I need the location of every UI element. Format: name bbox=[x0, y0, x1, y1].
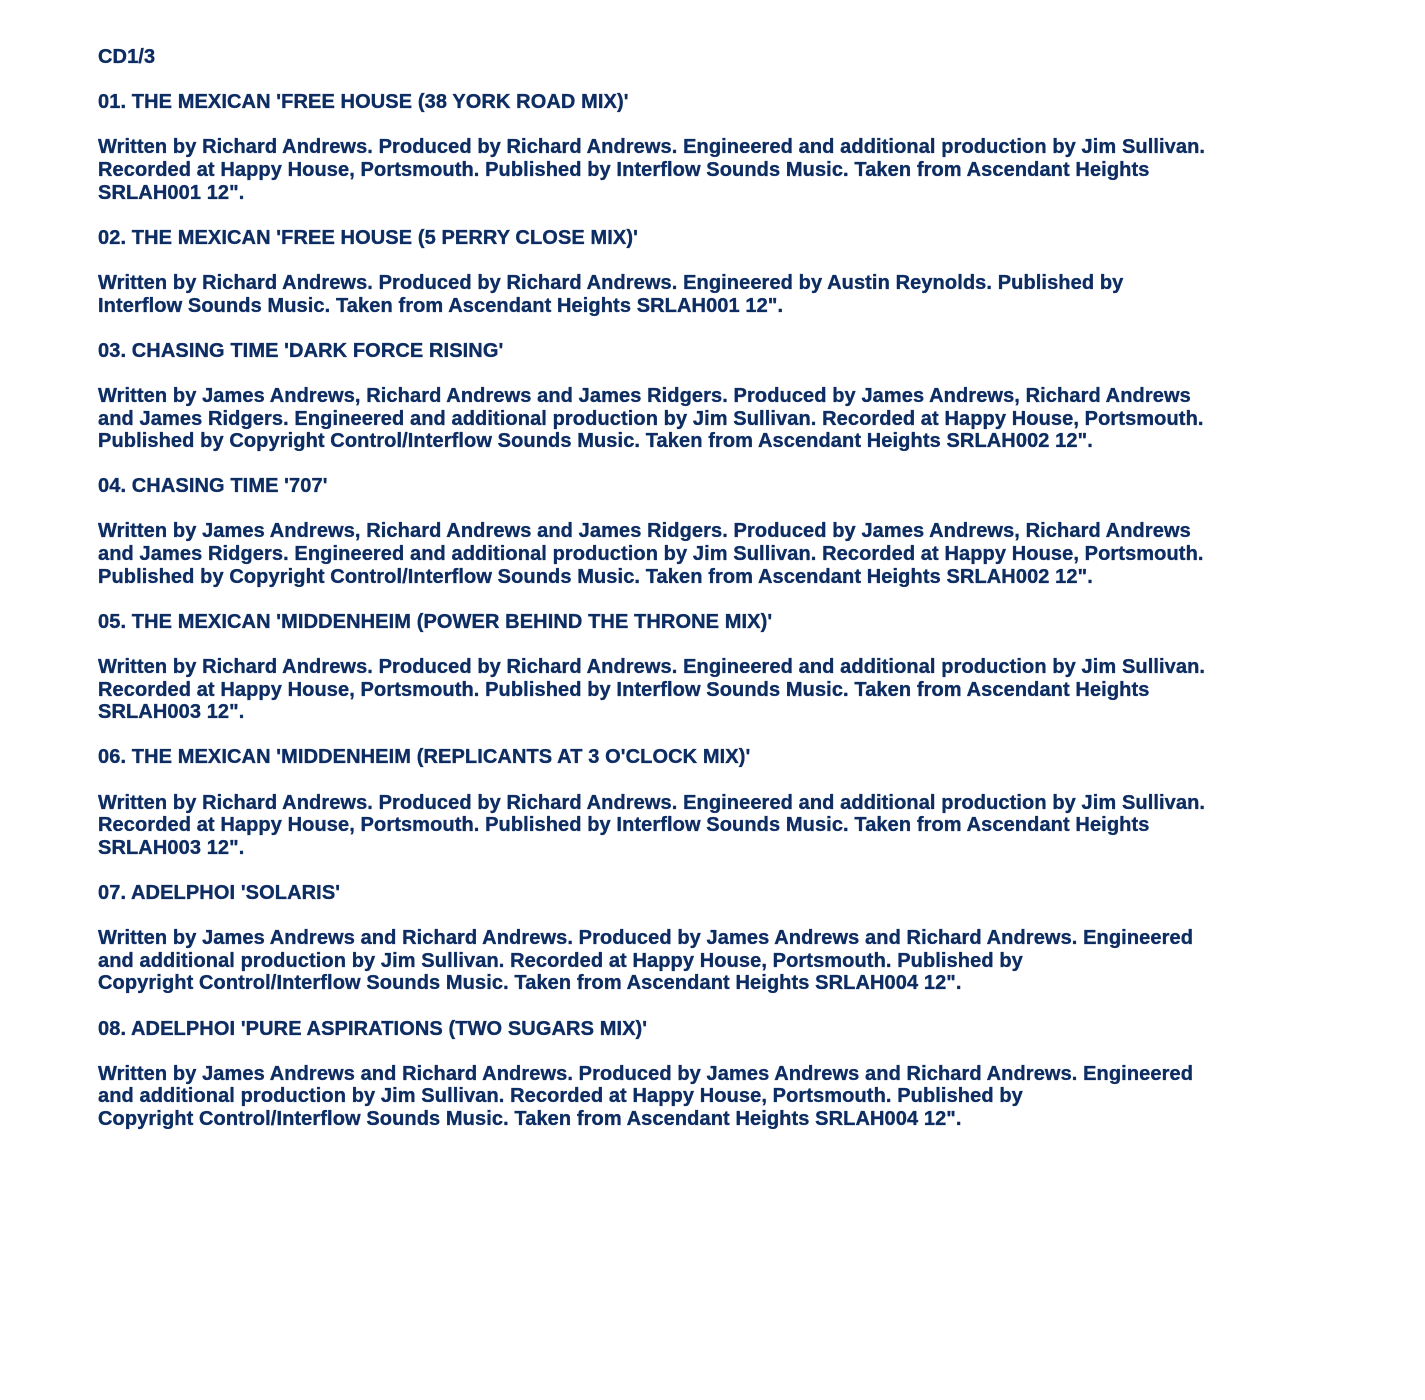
credit-line: Recorded at Happy House, Portsmouth. Published by Interflow Sounds Music. Taken from Ascendant Heights bbox=[98, 158, 1150, 181]
credit-line: Interflow Sounds Music. Taken from Ascendant Heights SRLAH001 12". bbox=[98, 294, 784, 317]
track-title: 03. CHASING TIME 'DARK FORCE RISING' bbox=[98, 339, 504, 362]
disc-label: CD1/3 bbox=[98, 46, 156, 68]
track-credits bbox=[98, 927, 1348, 995]
credit-line: Written by Richard Andrews. Produced by Richard Andrews. Engineered and additional production by Jim Sullivan. bbox=[98, 136, 1206, 159]
credit-line: Published by Copyright Control/Interflow Sounds Music. Taken from Ascendant Heights SRLAH002 12". bbox=[98, 565, 1093, 588]
track-item bbox=[98, 1018, 1348, 1131]
track-title: 02. THE MEXICAN 'FREE HOUSE (5 PERRY CLOSE MIX)' bbox=[98, 226, 638, 249]
credit-line: Recorded at Happy House, Portsmouth. Published by Interflow Sounds Music. Taken from Ascendant Heights bbox=[98, 678, 1150, 701]
liner-notes bbox=[98, 46, 1348, 1153]
track-item bbox=[98, 227, 1348, 317]
track-credits bbox=[98, 656, 1348, 724]
credit-line: Recorded at Happy House, Portsmouth. Published by Interflow Sounds Music. Taken from Ascendant Heights bbox=[98, 814, 1150, 837]
credit-line: SRLAH001 12". bbox=[98, 181, 245, 204]
track-item bbox=[98, 91, 1348, 204]
track-list bbox=[98, 91, 1348, 1130]
credit-line: SRLAH003 12". bbox=[98, 836, 245, 859]
track-title: 07. ADELPHOI 'SOLARIS' bbox=[98, 881, 341, 904]
credit-line: SRLAH003 12". bbox=[98, 701, 245, 724]
credit-line: Written by James Andrews and Richard Andrews. Produced by James Andrews and Richard Andrews. Engineered bbox=[98, 927, 1194, 950]
track-credits bbox=[98, 385, 1348, 453]
credit-line: Written by Richard Andrews. Produced by Richard Andrews. Engineered and additional production by Jim Sullivan. bbox=[98, 791, 1206, 814]
track-item bbox=[98, 611, 1348, 724]
track-item bbox=[98, 340, 1348, 453]
track-title: 04. CHASING TIME '707' bbox=[98, 475, 328, 498]
credit-line: Written by James Andrews, Richard Andrews and James Ridgers. Produced by James Andrews, Richard Andrews bbox=[98, 384, 1191, 407]
track-title: 06. THE MEXICAN 'MIDDENHEIM (REPLICANTS AT 3 O'CLOCK MIX)' bbox=[98, 746, 751, 769]
credit-line: Copyright Control/Interflow Sounds Music. Taken from Ascendant Heights SRLAH004 12". bbox=[98, 972, 962, 995]
credit-line: and James Ridgers. Engineered and additional production by Jim Sullivan. Recorded at Happy House, Portsmouth. bbox=[98, 407, 1204, 430]
track-credits bbox=[98, 136, 1348, 204]
track-title: 01. THE MEXICAN 'FREE HOUSE (38 YORK ROAD MIX)' bbox=[98, 91, 629, 114]
track-item bbox=[98, 475, 1348, 588]
credit-line: Written by James Andrews, Richard Andrews and James Ridgers. Produced by James Andrews, Richard Andrews bbox=[98, 520, 1191, 543]
credit-line: Copyright Control/Interflow Sounds Music. Taken from Ascendant Heights SRLAH004 12". bbox=[98, 1107, 962, 1130]
track-title: 08. ADELPHOI 'PURE ASPIRATIONS (TWO SUGARS MIX)' bbox=[98, 1017, 648, 1040]
track-title: 05. THE MEXICAN 'MIDDENHEIM (POWER BEHIND THE THRONE MIX)' bbox=[98, 610, 773, 633]
track-item bbox=[98, 882, 1348, 995]
track-credits bbox=[98, 1063, 1348, 1131]
credit-line: Written by James Andrews and Richard Andrews. Produced by James Andrews and Richard Andrews. Engineered bbox=[98, 1062, 1194, 1085]
track-item bbox=[98, 746, 1348, 859]
track-credits bbox=[98, 272, 1348, 317]
credit-line: and additional production by Jim Sullivan. Recorded at Happy House, Portsmouth. Published by bbox=[98, 1085, 1023, 1108]
credit-line: and James Ridgers. Engineered and additional production by Jim Sullivan. Recorded at Happy House, Portsmouth. bbox=[98, 543, 1204, 566]
track-credits bbox=[98, 520, 1348, 588]
credit-line: Written by Richard Andrews. Produced by Richard Andrews. Engineered and additional production by Jim Sullivan. bbox=[98, 656, 1206, 679]
track-credits bbox=[98, 792, 1348, 860]
credit-line: and additional production by Jim Sullivan. Recorded at Happy House, Portsmouth. Published by bbox=[98, 949, 1023, 972]
credit-line: Published by Copyright Control/Interflow Sounds Music. Taken from Ascendant Heights SRLAH002 12". bbox=[98, 430, 1093, 453]
credit-line: Written by Richard Andrews. Produced by Richard Andrews. Engineered by Austin Reynolds. Published by bbox=[98, 271, 1124, 294]
